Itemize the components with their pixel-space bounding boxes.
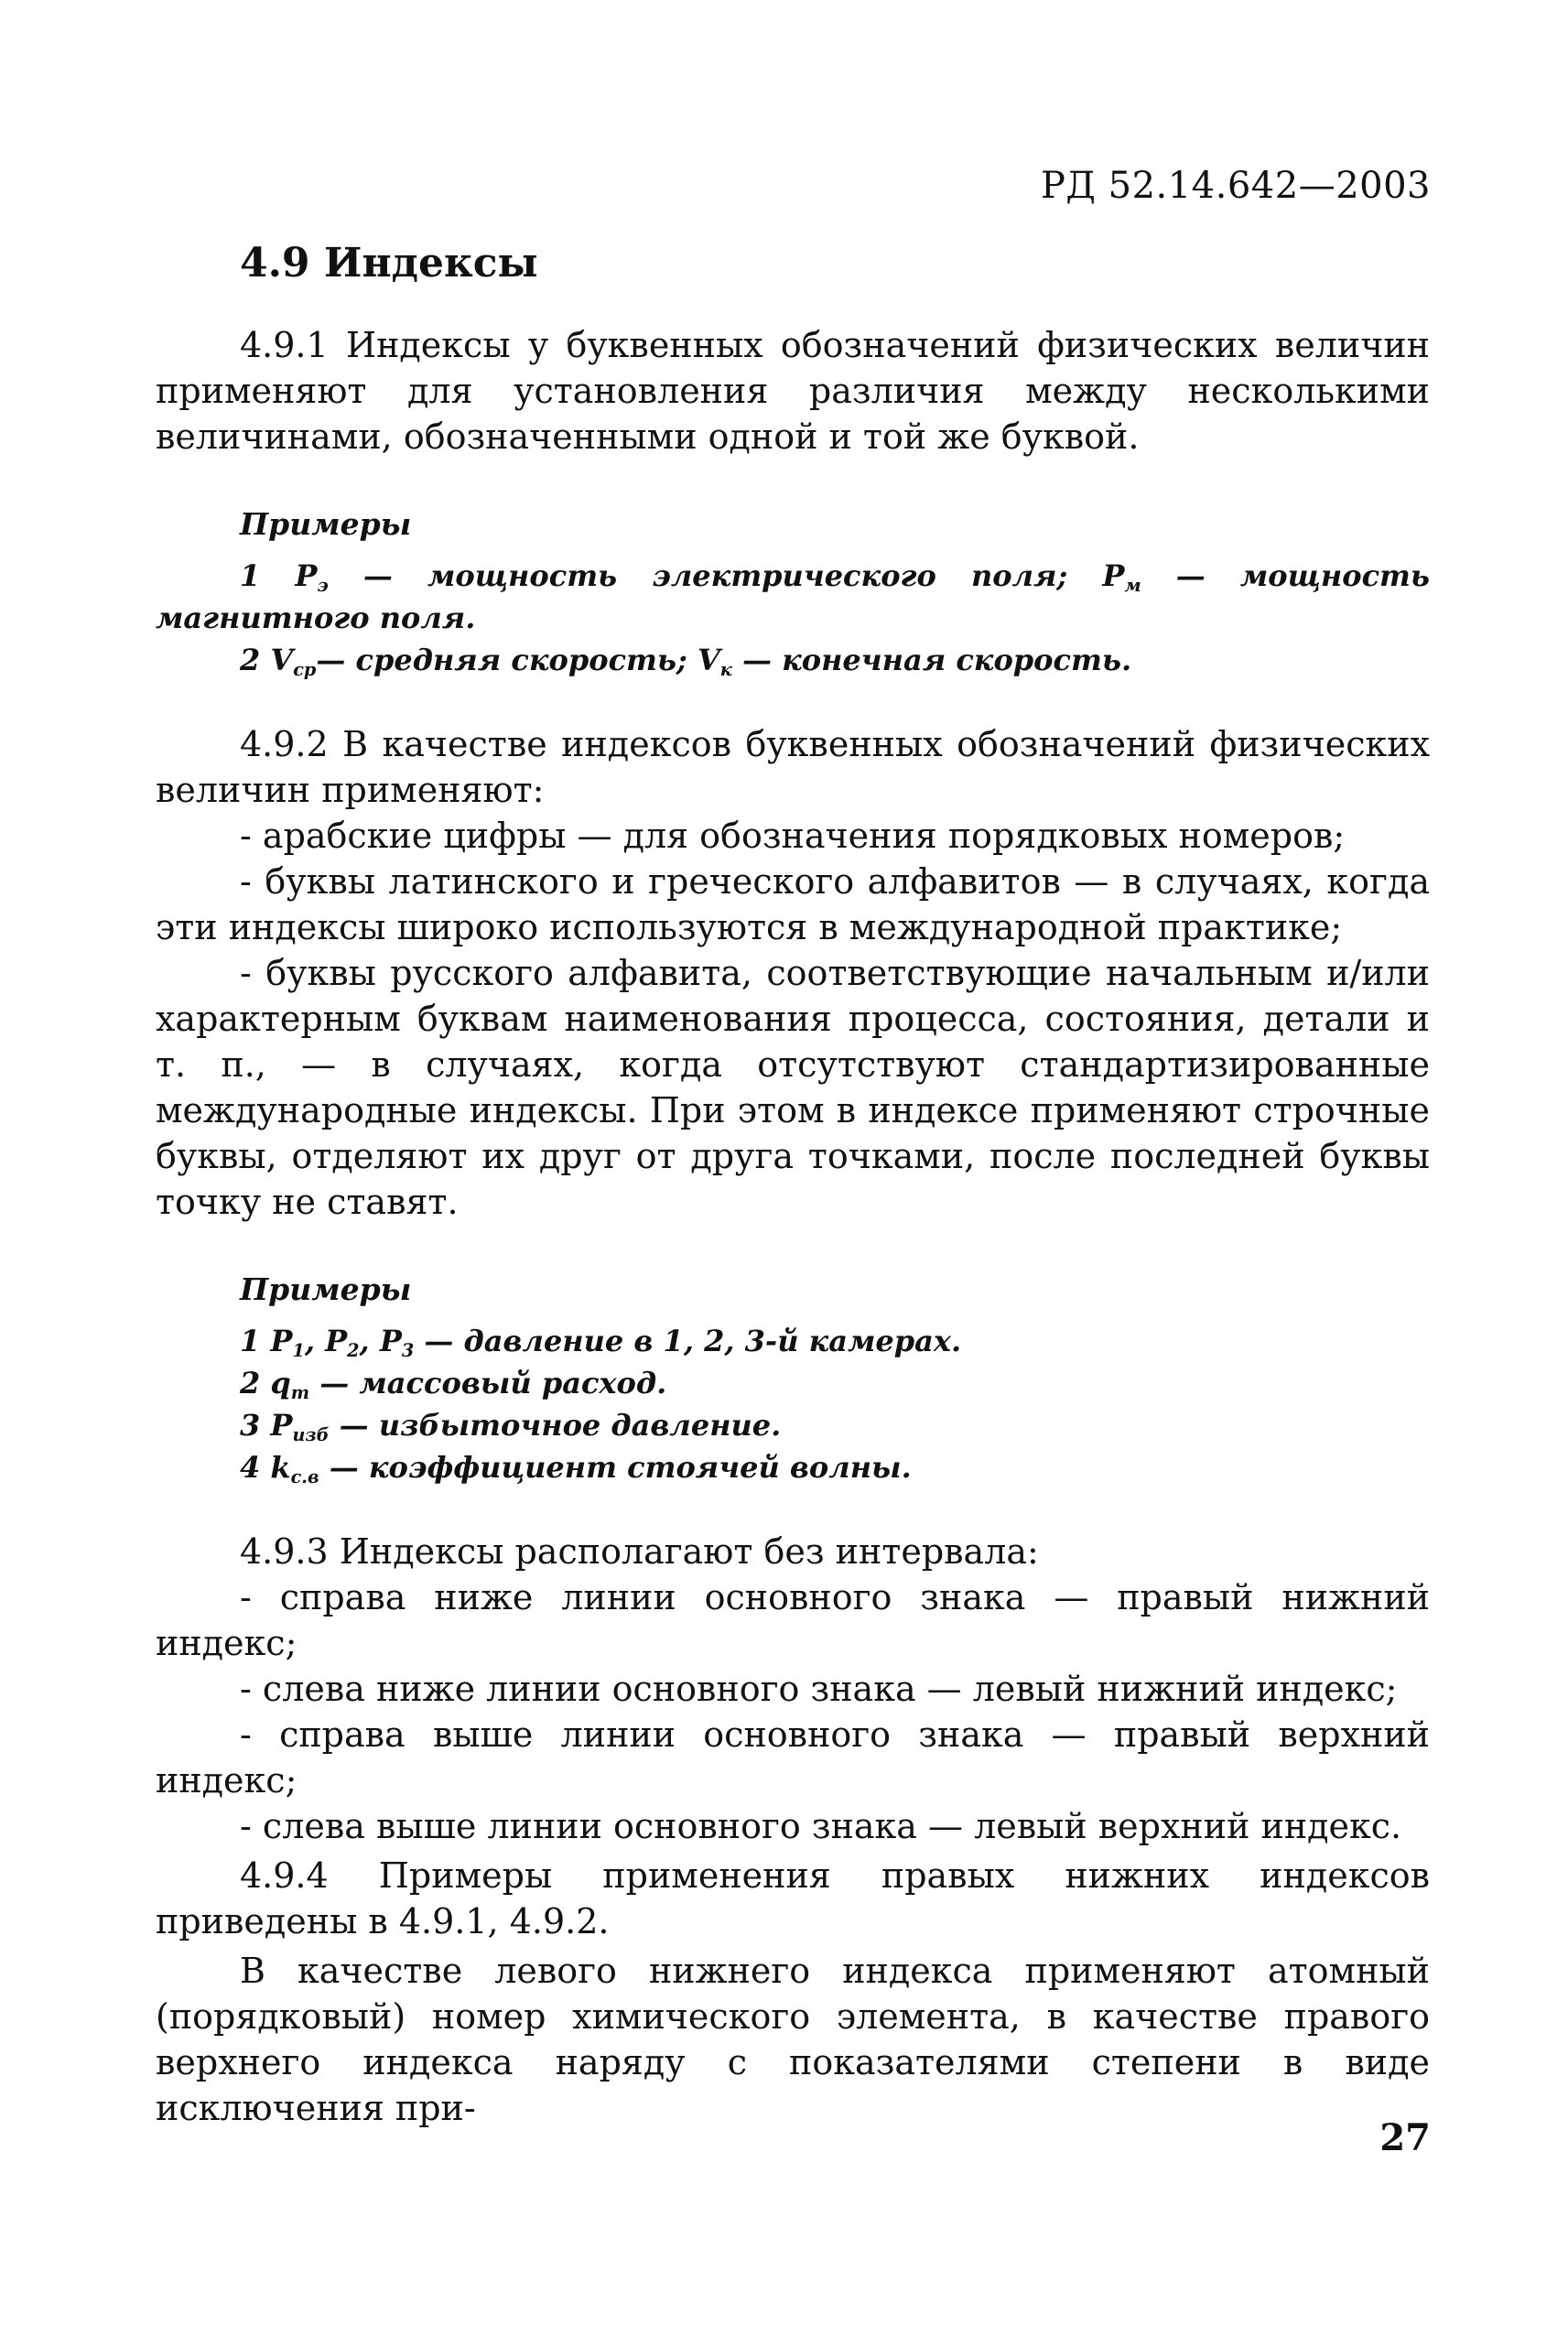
example-text: — избыточное давление. <box>329 1408 782 1443</box>
subscript: 3 <box>401 1339 415 1361</box>
paragraph-4-9-1: 4.9.1 Индексы у буквенных обозначений физических величин применяют для установления различия между несколькими величинами, обозначенными одной и той же буквой. <box>156 325 1430 457</box>
document-body <box>156 322 1430 2131</box>
symbol: q <box>270 1366 291 1400</box>
list-item: - буквы русского алфавита, соответствующие начальным и/или характерным буквам наименования процесса, состояния, детали и т. п., — в случаях, когда отсутствуют стандартизированные международные индексы. При этом в индексе применяют строчные буквы, отделяют их друг от друга точками, после последней буквы точку не ставят. <box>156 953 1430 1222</box>
list-item: - арабские цифры — для обозначения порядковых номеров; <box>240 816 1346 856</box>
symbol: k <box>270 1450 291 1485</box>
example-number: 1 <box>240 1324 261 1358</box>
symbol: P <box>325 1324 348 1358</box>
paragraph-4-9-4: 4.9.4 Примеры применения правых нижних индексов приведены в 4.9.1, 4.9.2. <box>156 1855 1430 1941</box>
example-text: — коэффициент стоячей волны. <box>319 1450 912 1485</box>
subscript: э <box>317 574 329 596</box>
example-line <box>156 639 1430 681</box>
paragraph-4-9-2: 4.9.2 В качестве индексов буквенных обозначений физических величин применяют: <box>156 724 1430 810</box>
subscript: с.в <box>290 1465 319 1487</box>
example-line <box>156 1404 1430 1446</box>
symbol: V <box>270 643 294 677</box>
symbol: V <box>697 643 720 677</box>
example-line <box>156 1362 1430 1404</box>
subscript: изб <box>292 1423 330 1445</box>
document-code: РД 52.14.642—2003 <box>1040 165 1431 207</box>
subscript: к <box>719 658 732 680</box>
symbol: P <box>1102 558 1125 593</box>
example-text: — массовый расход. <box>309 1366 667 1400</box>
paragraph-4-9-3: 4.9.3 Индексы располагают без интервала: <box>240 1531 1039 1572</box>
example-text: — средняя скорость; <box>316 643 697 677</box>
example-number: 4 <box>240 1450 261 1485</box>
examples-heading: Примеры <box>240 506 412 542</box>
example-line: 1 $P_1$, $P_2$, $P_3$ — давление в 1, 2, 3-й камерах. <box>240 1324 962 1361</box>
example-line <box>156 1446 1430 1488</box>
list-item: - слева выше линии основного знака — левый верхний индекс. <box>240 1806 1402 1846</box>
example-text: — мощность электрического поля; <box>328 558 1103 593</box>
example-text: — мощность магнитного поля. <box>156 558 1431 635</box>
list-item: - буквы латинского и греческого алфавитов — в случаях, когда эти индексы широко используются в международной практике; <box>156 861 1430 947</box>
symbol: P <box>270 1408 293 1443</box>
list-item: - справа выше линии основного знака — правый верхний индекс; <box>156 1714 1430 1801</box>
example-number: 2 <box>240 1366 261 1400</box>
example-text: — давление в 1, 2, 3-й камерах. <box>414 1324 962 1358</box>
symbol: P <box>270 1324 293 1358</box>
example-number: 1 <box>240 558 261 593</box>
subscript: 2 <box>347 1339 360 1361</box>
symbol: P <box>295 558 318 593</box>
examples-heading: Примеры <box>240 1271 412 1307</box>
example-text: — конечная скорость. <box>731 643 1132 677</box>
page-number: 27 <box>1379 2116 1431 2159</box>
subscript: 1 <box>292 1339 305 1361</box>
list-item: - слева ниже линии основного знака — левый нижний индекс; <box>240 1669 1398 1709</box>
example-line <box>156 555 1430 639</box>
symbol: P <box>379 1324 402 1358</box>
subscript: м <box>1124 574 1141 596</box>
example-number: 2 <box>240 643 261 677</box>
subscript: m <box>290 1381 310 1403</box>
paragraph-continuation: В качестве левого нижнего индекса применяют атомный (порядковый) номер химического элемента, в качестве правого верхнего индекса наряду с показателями степени в виде исключения при- <box>156 1951 1430 2128</box>
list-item: - справа ниже линии основного знака — правый нижний индекс; <box>156 1577 1430 1663</box>
section-title: 4.9 Индексы <box>240 240 538 287</box>
example-number: 3 <box>240 1408 261 1443</box>
subscript: ср <box>293 658 317 680</box>
